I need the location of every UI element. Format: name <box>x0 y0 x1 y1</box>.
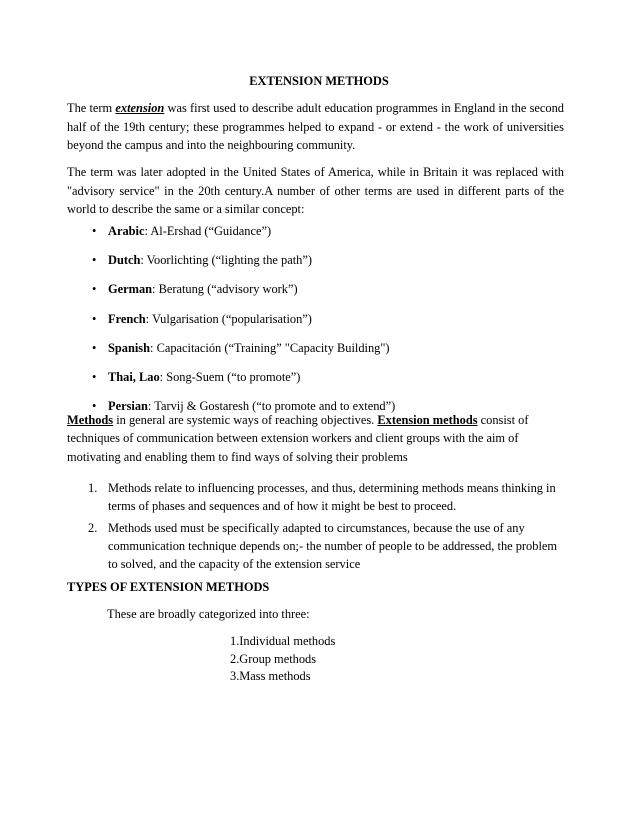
bullet-icon: • <box>92 369 97 384</box>
list-text: Methods relate to influencing processes, and thus, determining methods means thinking in terms of phases and sequences and of how it might be best to proceed. <box>108 481 556 513</box>
term-language: Arabic <box>108 224 145 238</box>
term-translation: : Voorlichting (“lighting the path”) <box>140 253 312 268</box>
term-language: Persian <box>108 399 148 414</box>
bullet-icon: • <box>92 340 97 355</box>
term-extension-methods: Extension methods <box>377 413 478 427</box>
section-heading: TYPES OF EXTENSION METHODS <box>67 580 270 594</box>
list-item <box>88 479 566 515</box>
bullet-icon: • <box>92 399 97 414</box>
adoption-paragraph: The term was later adopted in the United States of America, while in Britain it was replaced with "advisory service" in the 20th century.A number of other terms are used in different parts of the world to describe the same or a similar concept: <box>67 165 564 216</box>
bullet-icon: • <box>92 253 97 268</box>
term-translation: : Beratung (“advisory work”) <box>152 282 298 297</box>
list-text: Methods used must be specifically adapted to circumstances, because the use of any communication technique depends on;- the number of people to be addressed, the problem to solved, and the capacity of the extension service <box>108 521 558 571</box>
term-translation: : Al-Ershad (“Guidance”) <box>144 224 272 238</box>
terms-list <box>92 222 395 426</box>
list-number: 2. <box>88 521 98 535</box>
numbered-list-item-1 <box>88 479 566 515</box>
list-item: 1.Individual methods <box>230 634 336 648</box>
methods-text-rest: consist of techniques of communication between extension workers and client groups with the aim of motivating and enabling them to find ways of solving their problems <box>67 413 529 464</box>
list-item <box>88 519 566 573</box>
numbered-list-item-2 <box>88 519 566 573</box>
term-translation: : Capacitación (“Training” "Capacity Building") <box>150 340 390 355</box>
term-language: Spanish <box>108 340 151 355</box>
term-translation: : Song-Suem (“to promote”) <box>159 369 301 384</box>
intro-text-rest: was first used to describe adult education programmes in England in the second half of the 19th century; these programmes helped to expand - or extend - the work of universities beyond the campus and into the neighbouring community. <box>67 101 564 152</box>
list-item <box>92 368 395 397</box>
intro-text-start: The term <box>67 101 116 115</box>
types-intro: These are broadly categorized into three: <box>107 607 310 621</box>
methods-text-mid: in general are systemic ways of reaching objectives. <box>113 413 378 427</box>
term-translation: : Vulgarisation (“popularisation”) <box>145 311 312 326</box>
list-item <box>92 280 395 309</box>
bullet-icon: • <box>92 282 97 297</box>
list-number: 1. <box>88 481 98 495</box>
list-item <box>92 222 395 251</box>
intro-paragraph <box>67 99 564 155</box>
types-list <box>230 633 335 686</box>
list-item <box>92 339 395 368</box>
term-language: French <box>108 311 146 326</box>
term-language: Thai, Lao <box>108 369 160 384</box>
methods-paragraph <box>67 411 564 466</box>
bullet-icon: • <box>92 311 97 326</box>
list-item <box>92 251 395 280</box>
term-language: Dutch <box>108 253 141 268</box>
page-title: EXTENSION METHODS <box>249 74 389 88</box>
term-methods: Methods <box>67 413 114 427</box>
list-item <box>92 310 395 339</box>
term-extension: extension <box>115 101 165 115</box>
bullet-icon: • <box>92 224 97 238</box>
term-translation: : Tarvij & Gostaresh (“to promote and to extend”) <box>147 399 396 414</box>
list-item: 3.Mass methods <box>230 669 311 683</box>
term-language: German <box>108 282 153 297</box>
list-item: 2.Group methods <box>230 651 317 666</box>
